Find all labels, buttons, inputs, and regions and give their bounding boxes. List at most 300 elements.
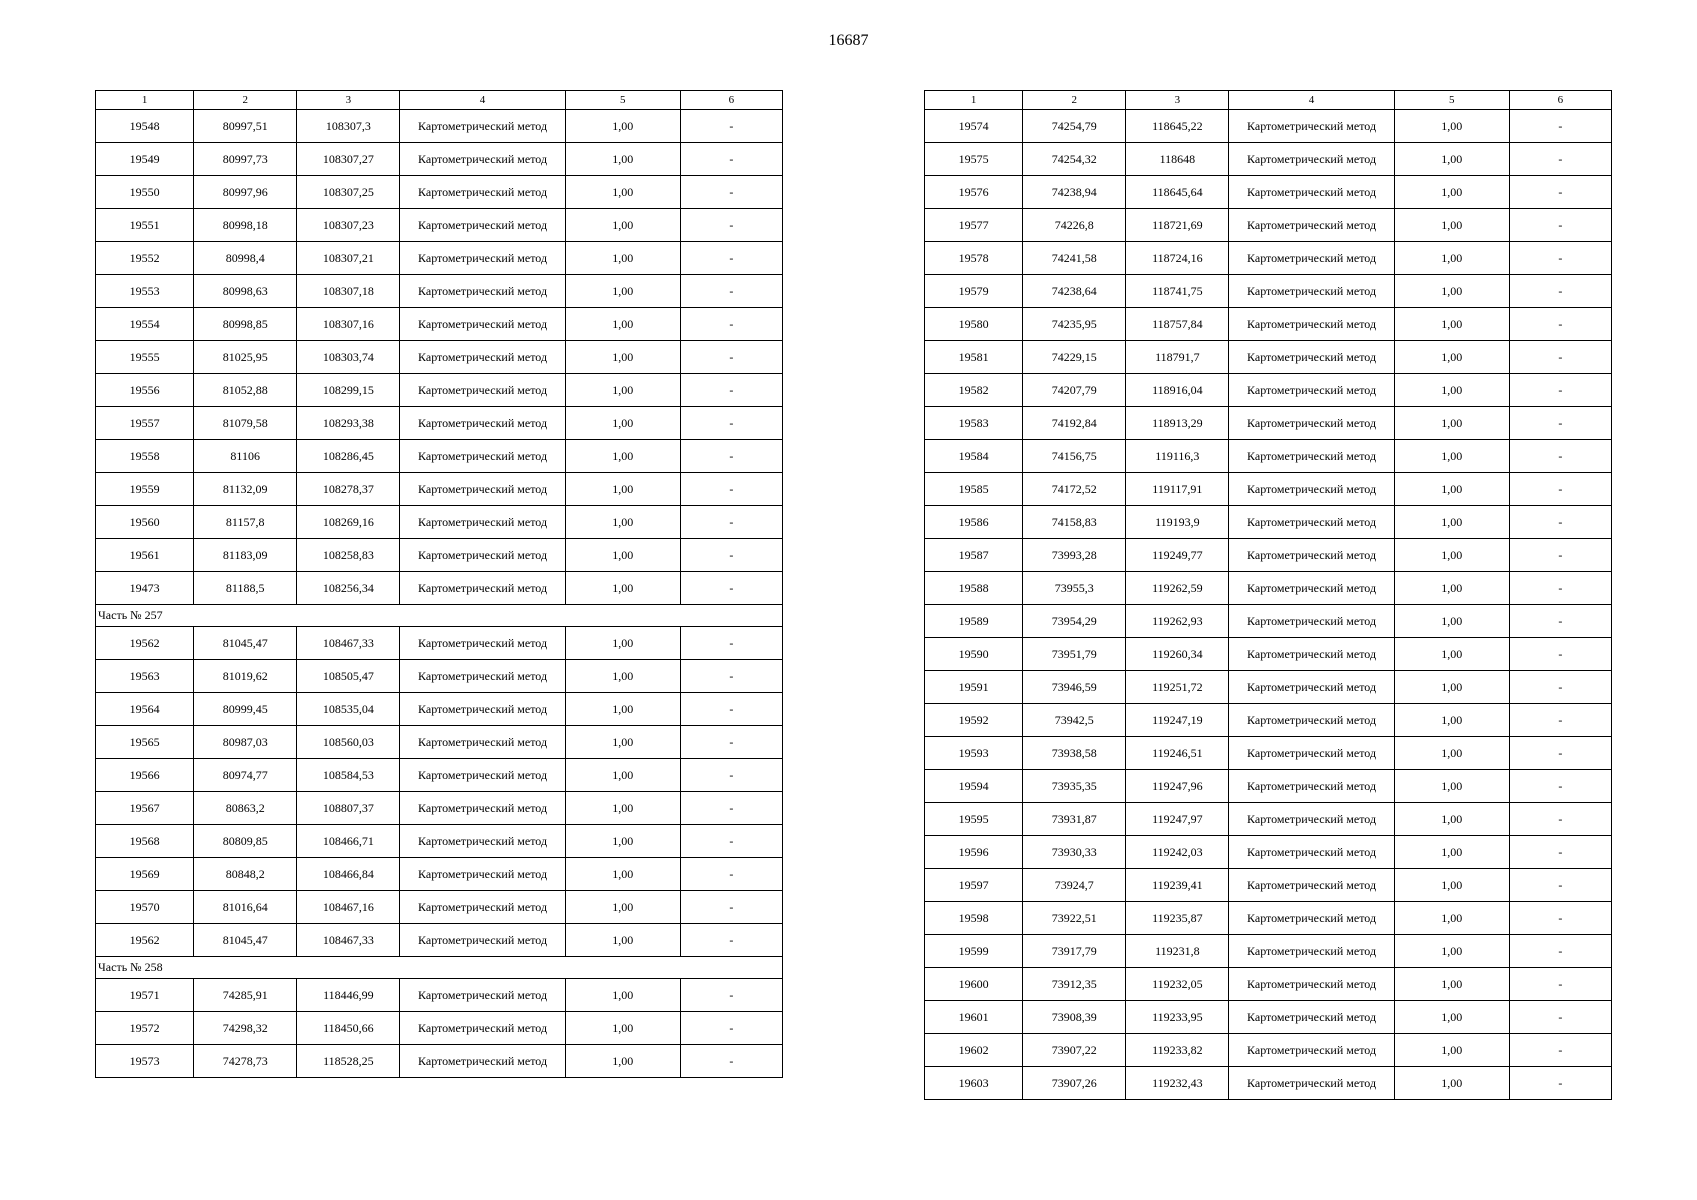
table-cell: Картометрический метод	[1229, 671, 1394, 704]
table-cell: Картометрический метод	[1229, 1067, 1394, 1100]
table-cell: 119246,51	[1126, 737, 1229, 770]
table-cell: 19578	[925, 242, 1023, 275]
table-cell: 19581	[925, 341, 1023, 374]
table-cell: 19592	[925, 704, 1023, 737]
table-cell: 1,00	[1394, 473, 1509, 506]
table-cell: 73922,51	[1023, 902, 1126, 935]
table-cell: Картометрический метод	[1229, 143, 1394, 176]
table-row	[96, 341, 783, 374]
table-row	[96, 1045, 783, 1078]
table-cell: 108307,18	[297, 275, 400, 308]
section-label: Часть № 258	[96, 957, 783, 979]
table-cell: 74156,75	[1023, 440, 1126, 473]
table-cell: -	[680, 660, 782, 693]
table-cell: 1,00	[565, 440, 680, 473]
table-cell: 1,00	[565, 407, 680, 440]
table-cell: 119233,82	[1126, 1034, 1229, 1067]
table-cell: 73907,22	[1023, 1034, 1126, 1067]
table-row	[96, 627, 783, 660]
column-header: 4	[1229, 91, 1394, 110]
column-header: 3	[1126, 91, 1229, 110]
table-row	[925, 275, 1612, 308]
table-cell: 81052,88	[194, 374, 297, 407]
table-cell: 19587	[925, 539, 1023, 572]
table-cell: 1,00	[1394, 869, 1509, 902]
table-cell: 73908,39	[1023, 1001, 1126, 1034]
table-cell: -	[1509, 869, 1611, 902]
table-cell: -	[680, 407, 782, 440]
table-cell: -	[1509, 1067, 1611, 1100]
table-cell: -	[1509, 638, 1611, 671]
table-cell: -	[680, 627, 782, 660]
table-row	[96, 209, 783, 242]
table-cell: -	[1509, 803, 1611, 836]
table-cell: 108807,37	[297, 792, 400, 825]
table-cell: Картометрический метод	[400, 572, 565, 605]
table-cell: 1,00	[1394, 605, 1509, 638]
table-cell: -	[1509, 374, 1611, 407]
table-cell: 74226,8	[1023, 209, 1126, 242]
table-cell: 1,00	[1394, 374, 1509, 407]
table-cell: 19559	[96, 473, 194, 506]
table-cell: 19591	[925, 671, 1023, 704]
table-cell: 19548	[96, 110, 194, 143]
table-cell: 1,00	[565, 858, 680, 891]
table-cell: 119232,05	[1126, 968, 1229, 1001]
table-cell: Картометрический метод	[400, 627, 565, 660]
table-cell: 108258,83	[297, 539, 400, 572]
table-cell: 19566	[96, 759, 194, 792]
table-cell: 119247,97	[1126, 803, 1229, 836]
table-row	[925, 968, 1612, 1001]
table-cell: 81019,62	[194, 660, 297, 693]
table-cell: Картометрический метод	[400, 209, 565, 242]
table-cell: 19553	[96, 275, 194, 308]
table-cell: Картометрический метод	[400, 176, 565, 209]
table-cell: 1,00	[1394, 704, 1509, 737]
table-cell: 1,00	[565, 825, 680, 858]
table-cell: 118721,69	[1126, 209, 1229, 242]
table-row	[925, 539, 1612, 572]
table-row	[96, 473, 783, 506]
table-cell: 73930,33	[1023, 836, 1126, 869]
table-cell: 1,00	[1394, 671, 1509, 704]
table-row	[96, 660, 783, 693]
table-cell: -	[680, 473, 782, 506]
table-cell: Картометрический метод	[1229, 737, 1394, 770]
table-cell: Картометрический метод	[1229, 836, 1394, 869]
table-cell: 1,00	[565, 1012, 680, 1045]
table-cell: Картометрический метод	[1229, 473, 1394, 506]
table-cell: 108467,33	[297, 627, 400, 660]
table-cell: 19602	[925, 1034, 1023, 1067]
table-cell: -	[1509, 242, 1611, 275]
table-cell: 119247,19	[1126, 704, 1229, 737]
table-cell: 118757,84	[1126, 308, 1229, 341]
table-cell: 119247,96	[1126, 770, 1229, 803]
table-row	[925, 902, 1612, 935]
table-row	[925, 935, 1612, 968]
table-cell: 1,00	[565, 143, 680, 176]
table-row	[925, 638, 1612, 671]
table-cell: 118741,75	[1126, 275, 1229, 308]
table-cell: 80997,51	[194, 110, 297, 143]
table-cell: Картометрический метод	[400, 693, 565, 726]
table-cell: -	[680, 242, 782, 275]
table-row	[96, 825, 783, 858]
table-cell: 119262,59	[1126, 572, 1229, 605]
table-cell: 19561	[96, 539, 194, 572]
table-row	[925, 176, 1612, 209]
table-cell: 19585	[925, 473, 1023, 506]
table-cell: Картометрический метод	[400, 308, 565, 341]
table-row	[925, 869, 1612, 902]
column-header: 2	[1023, 91, 1126, 110]
table-cell: Картометрический метод	[1229, 176, 1394, 209]
table-cell: -	[1509, 737, 1611, 770]
table-cell: 1,00	[565, 308, 680, 341]
table-cell: 19584	[925, 440, 1023, 473]
table-row	[96, 979, 783, 1012]
table-cell: -	[1509, 902, 1611, 935]
table-cell: 108466,71	[297, 825, 400, 858]
table-cell: -	[1509, 176, 1611, 209]
column-header: 5	[565, 91, 680, 110]
table-cell: -	[1509, 143, 1611, 176]
table-cell: Картометрический метод	[400, 374, 565, 407]
table-cell: -	[680, 825, 782, 858]
table-cell: Картометрический метод	[400, 143, 565, 176]
table-row	[96, 539, 783, 572]
table-cell: 19597	[925, 869, 1023, 902]
table-cell: 74298,32	[194, 1012, 297, 1045]
table-row	[925, 110, 1612, 143]
table-cell: 73951,79	[1023, 638, 1126, 671]
table-cell: -	[680, 924, 782, 957]
table-cell: 1,00	[1394, 506, 1509, 539]
table-cell: -	[1509, 1034, 1611, 1067]
table-row	[925, 209, 1612, 242]
table-cell: 19549	[96, 143, 194, 176]
table-cell: Картометрический метод	[1229, 803, 1394, 836]
table-cell: 118916,04	[1126, 374, 1229, 407]
page-number: 16687	[828, 32, 869, 49]
column-header: 6	[1509, 91, 1611, 110]
table-cell: 74238,94	[1023, 176, 1126, 209]
table-cell: 19473	[96, 572, 194, 605]
table-cell: 1,00	[1394, 1001, 1509, 1034]
table-cell: 108293,38	[297, 407, 400, 440]
table-cell: 19589	[925, 605, 1023, 638]
table-cell: 19569	[96, 858, 194, 891]
table-cell: 119242,03	[1126, 836, 1229, 869]
table-cell: 1,00	[1394, 968, 1509, 1001]
table-cell: 73931,87	[1023, 803, 1126, 836]
table-row	[925, 836, 1612, 869]
table-cell: 1,00	[1394, 176, 1509, 209]
table-cell: 119249,77	[1126, 539, 1229, 572]
table-cell: 19590	[925, 638, 1023, 671]
table-cell: -	[680, 979, 782, 1012]
table-cell: 19550	[96, 176, 194, 209]
table-cell: 19551	[96, 209, 194, 242]
table-cell: 1,00	[565, 539, 680, 572]
table-cell: 1,00	[1394, 341, 1509, 374]
table-cell: Картометрический метод	[1229, 440, 1394, 473]
table-cell: -	[1509, 770, 1611, 803]
table-cell: Картометрический метод	[400, 1012, 565, 1045]
table-row	[925, 341, 1612, 374]
table-cell: Картометрический метод	[400, 726, 565, 759]
table-cell: 19603	[925, 1067, 1023, 1100]
table-cell: 74235,95	[1023, 308, 1126, 341]
table-cell: -	[1509, 572, 1611, 605]
table-cell: 1,00	[565, 759, 680, 792]
table-cell: -	[1509, 407, 1611, 440]
table-cell: 19572	[96, 1012, 194, 1045]
table-cell: 108584,53	[297, 759, 400, 792]
table-cell: -	[680, 440, 782, 473]
table-cell: Картометрический метод	[1229, 209, 1394, 242]
table-cell: 19558	[96, 440, 194, 473]
table-cell: 19582	[925, 374, 1023, 407]
table-row	[96, 407, 783, 440]
table-cell: 108299,15	[297, 374, 400, 407]
table-cell: -	[1509, 473, 1611, 506]
table-row	[96, 242, 783, 275]
table-cell: 80999,45	[194, 693, 297, 726]
table-cell: 108467,16	[297, 891, 400, 924]
table-cell: -	[1509, 935, 1611, 968]
table-cell: -	[680, 110, 782, 143]
table-cell: 19599	[925, 935, 1023, 968]
table-cell: Картометрический метод	[1229, 704, 1394, 737]
table-cell: Картометрический метод	[400, 660, 565, 693]
table-cell: 19588	[925, 572, 1023, 605]
table-cell: 1,00	[1394, 308, 1509, 341]
table-cell: 118645,64	[1126, 176, 1229, 209]
table-cell: 80974,77	[194, 759, 297, 792]
table-row	[925, 143, 1612, 176]
table-cell: -	[680, 209, 782, 242]
table-cell: 19560	[96, 506, 194, 539]
table-cell: 1,00	[1394, 803, 1509, 836]
table-cell: 119232,43	[1126, 1067, 1229, 1100]
table-row	[925, 770, 1612, 803]
table-cell: 73912,35	[1023, 968, 1126, 1001]
table-cell: 19573	[96, 1045, 194, 1078]
table-cell: 1,00	[1394, 143, 1509, 176]
table-header-row	[925, 91, 1612, 110]
table-cell: 108307,25	[297, 176, 400, 209]
table-cell: 1,00	[1394, 440, 1509, 473]
table-cell: 1,00	[1394, 737, 1509, 770]
table-cell: Картометрический метод	[1229, 1034, 1394, 1067]
table-row	[96, 440, 783, 473]
table-cell: Картометрический метод	[400, 924, 565, 957]
table-cell: 108467,33	[297, 924, 400, 957]
table-cell: Картометрический метод	[400, 979, 565, 1012]
column-header: 4	[400, 91, 565, 110]
table-cell: 1,00	[565, 341, 680, 374]
table-cell: 73924,7	[1023, 869, 1126, 902]
table-cell: 80809,85	[194, 825, 297, 858]
table-cell: 1,00	[565, 473, 680, 506]
table-cell: 19596	[925, 836, 1023, 869]
table-cell: -	[680, 572, 782, 605]
table-cell: Картометрический метод	[1229, 902, 1394, 935]
table-cell: 19574	[925, 110, 1023, 143]
table-cell: 1,00	[1394, 242, 1509, 275]
table-cell: -	[680, 891, 782, 924]
table-cell: 1,00	[1394, 1067, 1509, 1100]
table-cell: 119260,34	[1126, 638, 1229, 671]
table-cell: 119193,9	[1126, 506, 1229, 539]
table-cell: 19567	[96, 792, 194, 825]
table-cell: 80997,96	[194, 176, 297, 209]
table-cell: 1,00	[565, 693, 680, 726]
table-cell: 108307,23	[297, 209, 400, 242]
table-cell: 1,00	[1394, 275, 1509, 308]
table-cell: 1,00	[565, 726, 680, 759]
table-cell: -	[1509, 506, 1611, 539]
table-row	[96, 506, 783, 539]
table-cell: Картометрический метод	[1229, 935, 1394, 968]
table-cell: 19595	[925, 803, 1023, 836]
table-cell: 118791,7	[1126, 341, 1229, 374]
table-cell: Картометрический метод	[400, 539, 565, 572]
table-cell: 19600	[925, 968, 1023, 1001]
table-cell: 1,00	[1394, 902, 1509, 935]
table-cell: -	[1509, 539, 1611, 572]
table-cell: 108505,47	[297, 660, 400, 693]
table-row	[96, 891, 783, 924]
table-cell: 1,00	[1394, 209, 1509, 242]
table-cell: 1,00	[565, 242, 680, 275]
table-cell: -	[680, 1045, 782, 1078]
column-header: 6	[680, 91, 782, 110]
table-cell: Картометрический метод	[1229, 308, 1394, 341]
table-cell: 81106	[194, 440, 297, 473]
table-row	[925, 1034, 1612, 1067]
table-cell: 119231,8	[1126, 935, 1229, 968]
table-cell: 81045,47	[194, 924, 297, 957]
table-cell: 118913,29	[1126, 407, 1229, 440]
table-cell: 118645,22	[1126, 110, 1229, 143]
table-cell: 73955,3	[1023, 572, 1126, 605]
table-cell: 1,00	[1394, 638, 1509, 671]
table-cell: Картометрический метод	[1229, 572, 1394, 605]
table-cell: 19570	[96, 891, 194, 924]
table-cell: Картометрический метод	[1229, 869, 1394, 902]
table-cell: -	[1509, 1001, 1611, 1034]
table-cell: 81025,95	[194, 341, 297, 374]
table-cell: 74254,32	[1023, 143, 1126, 176]
table-cell: -	[1509, 671, 1611, 704]
table-cell: -	[1509, 341, 1611, 374]
table-cell: 73907,26	[1023, 1067, 1126, 1100]
table-cell: 74158,83	[1023, 506, 1126, 539]
table-cell: 1,00	[565, 660, 680, 693]
table-cell: 19563	[96, 660, 194, 693]
table-cell: 108535,04	[297, 693, 400, 726]
table-cell: Картометрический метод	[1229, 407, 1394, 440]
table-row	[96, 693, 783, 726]
table-cell: 118724,16	[1126, 242, 1229, 275]
table-cell: 74172,52	[1023, 473, 1126, 506]
table-cell: Картометрический метод	[400, 858, 565, 891]
table-cell: 73946,59	[1023, 671, 1126, 704]
table-cell: 119262,93	[1126, 605, 1229, 638]
table-cell: -	[680, 143, 782, 176]
table-row	[96, 759, 783, 792]
table-cell: Картометрический метод	[400, 792, 565, 825]
table-cell: 108307,21	[297, 242, 400, 275]
table-cell: Картометрический метод	[400, 110, 565, 143]
table-cell: 74238,64	[1023, 275, 1126, 308]
table-row	[925, 440, 1612, 473]
table-cell: 19562	[96, 627, 194, 660]
table-cell: -	[680, 858, 782, 891]
table-cell: 1,00	[565, 275, 680, 308]
table-cell: -	[680, 726, 782, 759]
table-cell: 1,00	[1394, 1034, 1509, 1067]
column-header: 3	[297, 91, 400, 110]
table-cell: 108278,37	[297, 473, 400, 506]
table-cell: 119233,95	[1126, 1001, 1229, 1034]
table-cell: 19594	[925, 770, 1023, 803]
table-cell: -	[680, 341, 782, 374]
column-header: 1	[925, 91, 1023, 110]
table-cell: 118450,66	[297, 1012, 400, 1045]
coordinates-table-right	[924, 90, 1612, 1100]
table-row	[96, 726, 783, 759]
table-cell: Картометрический метод	[1229, 242, 1394, 275]
table-cell: 1,00	[1394, 935, 1509, 968]
table-cell: Картометрический метод	[1229, 968, 1394, 1001]
table-cell: 80998,85	[194, 308, 297, 341]
table-cell: 19580	[925, 308, 1023, 341]
table-cell: 74254,79	[1023, 110, 1126, 143]
table-cell: 19601	[925, 1001, 1023, 1034]
table-row	[925, 1001, 1612, 1034]
table-cell: 81157,8	[194, 506, 297, 539]
table-cell: Картометрический метод	[1229, 605, 1394, 638]
table-cell: 108256,34	[297, 572, 400, 605]
table-cell: Картометрический метод	[400, 891, 565, 924]
coordinates-table-left	[95, 90, 783, 1078]
table-cell: 108286,45	[297, 440, 400, 473]
table-cell: 119235,87	[1126, 902, 1229, 935]
table-row	[96, 374, 783, 407]
table-row	[925, 506, 1612, 539]
table-cell: -	[680, 693, 782, 726]
table-cell: 119116,3	[1126, 440, 1229, 473]
table-cell: 108307,27	[297, 143, 400, 176]
table-cell: -	[680, 759, 782, 792]
table-cell: 19564	[96, 693, 194, 726]
table-cell: 80998,18	[194, 209, 297, 242]
table-cell: -	[680, 374, 782, 407]
table-cell: 108307,3	[297, 110, 400, 143]
table-cell: 80998,4	[194, 242, 297, 275]
table-cell: 118446,99	[297, 979, 400, 1012]
table-row	[96, 308, 783, 341]
table-cell: Картометрический метод	[1229, 341, 1394, 374]
table-cell: Картометрический метод	[400, 1045, 565, 1078]
table-row	[96, 858, 783, 891]
table-cell: -	[680, 539, 782, 572]
